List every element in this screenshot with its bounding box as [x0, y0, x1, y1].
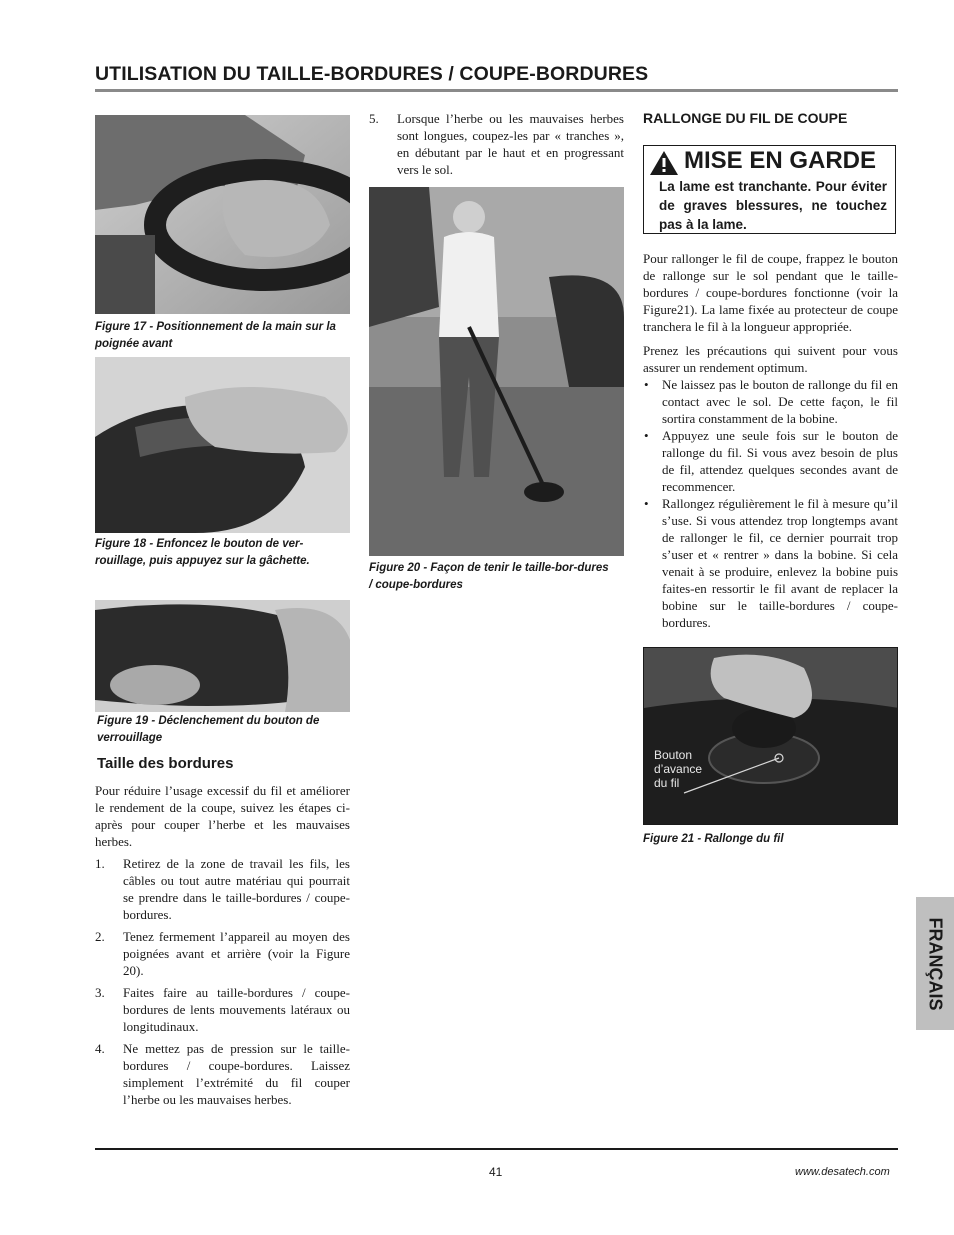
figure-18-photo: [95, 357, 350, 533]
footer-website: www.desatech.com: [795, 1166, 890, 1178]
figure-20-photo: [369, 187, 624, 556]
page-number: 41: [489, 1165, 503, 1179]
step-5: [369, 110, 624, 183]
rallonge-paragraph-1: Pour rallonger le fil de coupe, frappez le bouton de rallonge sur le sol pendant que le taille-bordures / coupe-bordures fonctionne (voir la Figure21). La lame fixée au protecteur de coupe tranchera le fil à la longueur appropriée.: [643, 251, 898, 334]
figure-19-caption: Figure 19 - Déclenchement du bouton de verrouillage: [97, 715, 320, 744]
figure-17-photo: [95, 115, 350, 314]
rallonge-paragraph-2: Prenez les précautions qui suivent pour vous assurer un rendement optimum.: [643, 343, 898, 375]
figure-18-caption: Figure 18 - Enfoncez le bouton de ver-rouillage, puis appuyez sur la gâchette.: [95, 538, 310, 567]
warning-title: MISE EN GARDE: [684, 147, 877, 174]
warning-text: La lame est tranchante. Pour éviter de graves blessures, ne touchez pas à la lame.: [659, 179, 887, 232]
figure-21-callout: Bouton d’avance du fil: [654, 748, 703, 790]
figure-20-caption: Figure 20 - Façon de tenir le taille-bor-dures / coupe-bordures: [369, 562, 609, 591]
list-item: 5. Lorsque l’herbe ou les mauvaises herbes sont longues, coupez-les par « tranches », en débutant par le haut et en progressant vers le sol.: [369, 111, 624, 177]
list-item: • Appuyez une seule fois sur le bouton de rallonge du fil. Si vous avez besoin de plus de fil, attendez quelques secondes avant de recommencer.: [644, 428, 898, 494]
figure-17-caption: Figure 17 - Positionnement de la main sur la poignée avant: [95, 321, 336, 350]
list-item: • Ne laissez pas le bouton de rallonge du fil en contact avec le sol. De cette façon, le fil sortira constamment de la bobine.: [644, 377, 898, 426]
list-item: 2. Tenez fermement l’appareil au moyen des poignées avant et arrière (voir la Figure 20).: [95, 929, 350, 978]
page-title: UTILISATION DU TAILLE-BORDURES / COUPE-BORDURES: [95, 63, 649, 85]
list-item: 4. Ne mettez pas de pression sur le taille-bordures / coupe-bordures. Laissez simplement l’extrémité du fil couper l’herbe ou les mauvaises herbes.: [95, 1041, 350, 1107]
precautions-list: [643, 376, 898, 631]
list-item: 3. Faites faire au taille-bordures / coupe-bordures de lents mouvements latéraux ou longitudinaux.: [95, 985, 350, 1034]
language-tab: [916, 897, 954, 1030]
steps-list: [95, 855, 350, 1113]
title-rule: [95, 89, 898, 92]
section-heading-rallonge: RALLONGE DU FIL DE COUPE: [643, 110, 848, 126]
language-tab-label: FRANÇAIS: [925, 917, 946, 1010]
figure-21-caption: Figure 21 - Rallonge du fil: [643, 833, 784, 845]
list-item: • Rallongez régulièrement le fil à mesure qu’il s’use. Si vous attendez trop longtemps avant de rallonger le fil, ce dernier pourrait trop s’user et « rentrer » dans la bobine. Si cela venait à se produire, enlevez la bobine puis faites-en ressortir le fil avant de replacer la bobine sur le taille-bordures / coupe-bordures.: [644, 496, 898, 630]
list-item: 1. Retirez de la zone de travail les fils, les câbles ou tout autre matériau qui pourrait se prendre dans le taille-bordures / coupe-bordures.: [95, 856, 350, 922]
section-heading-taille: Taille des bordures: [97, 755, 234, 772]
warning-triangle-icon: [649, 150, 679, 176]
footer-rule: [95, 1148, 898, 1150]
figure-21-photo: [643, 647, 898, 825]
figure-19-photo: [95, 600, 350, 712]
intro-paragraph: Pour réduire l’usage excessif du fil et améliorer le rendement de la coupe, suivez les étapes ci-après pour couper l’herbe et les mauvaises herbes.: [95, 783, 350, 849]
